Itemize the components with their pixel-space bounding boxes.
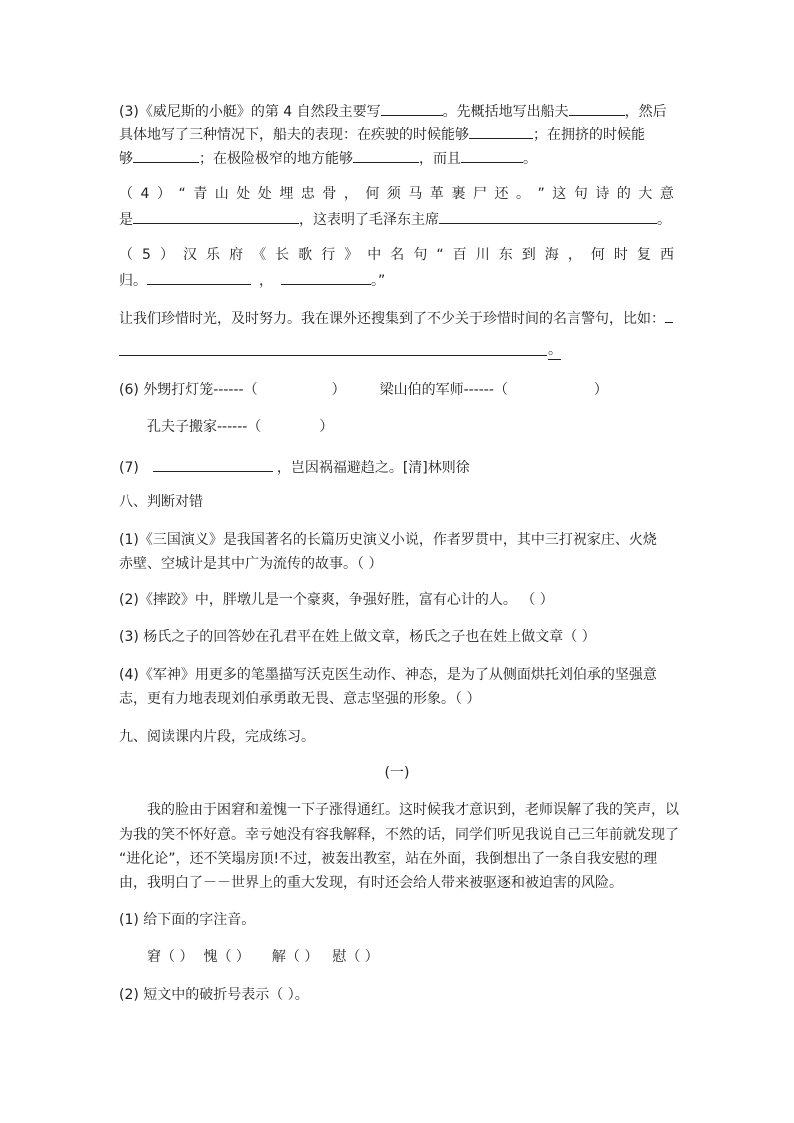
q4-char: 革	[429, 186, 444, 202]
q4-char: 句	[573, 186, 588, 202]
paren: ）	[331, 382, 346, 398]
passage-line-1: 我的脸由于困窘和羞愧一下子涨得通红。这时候我才意识到，老师误解了我的笑声，以	[147, 802, 679, 818]
answer-blank[interactable]	[147, 269, 251, 285]
answer-blank[interactable]	[133, 208, 299, 224]
q5-char: 川	[475, 247, 490, 263]
q4-char: 4	[140, 186, 150, 202]
q5-char: ）	[159, 247, 174, 263]
riddle-2: 梁山伯的军师------（	[379, 382, 508, 398]
q5-text: 归。	[119, 273, 147, 289]
q3-line-3	[119, 147, 537, 169]
answer-blank[interactable]	[665, 307, 673, 323]
answer-blank[interactable]	[153, 456, 273, 472]
q4-char: 大	[638, 186, 653, 202]
q3-text: 够	[119, 151, 133, 167]
section-9-heading: 九、阅读课内片段，完成练习。	[119, 729, 315, 745]
q3-text: ；在拥挤的时候能	[533, 127, 645, 143]
answer-line-tail	[548, 359, 561, 360]
s8-item-4-line-2: 志，更有力地表现刘伯承勇敢无畏、意志坚强的形象。（ ）	[119, 691, 481, 707]
answer-blank[interactable]	[569, 100, 625, 116]
q5-char: 乐	[206, 247, 221, 263]
q7-line	[119, 456, 470, 478]
mingyan-prompt	[119, 307, 673, 329]
q4-char: 。	[515, 186, 530, 202]
q7-text: ，岂因祸福避趋之。[清]林则徐	[276, 460, 470, 476]
q5-char: 中	[367, 247, 382, 263]
pinyin-char: 窘	[147, 949, 161, 965]
answer-blank[interactable]	[439, 208, 657, 224]
q4-char: 的	[616, 186, 631, 202]
q5-char: 句	[413, 247, 428, 263]
s8-item-3: (3) 杨氏之子的回答妙在孔君平在姓上做文章，杨氏之子也在姓上做文章（ ）	[119, 629, 596, 645]
q4-line-2	[119, 208, 671, 230]
q5-text: ，	[259, 273, 273, 289]
section-8-heading: 八、判断对错	[119, 494, 203, 510]
passage-subtitle: (一)	[384, 765, 410, 781]
q4-char: ）	[156, 186, 171, 202]
q5-char: 府	[229, 247, 244, 263]
answer-blank[interactable]	[281, 269, 371, 285]
q5-line-2	[119, 269, 385, 291]
period: 。	[548, 342, 562, 358]
s8-item-2: (2)《摔跤》中，胖墩儿是一个豪爽，争强好胜，富有心计的人。 （ ）	[119, 592, 554, 608]
pinyin-blank: （ ）	[285, 949, 319, 965]
s8-item-1-line-2: 赤壁、空城计是其中广为流传的故事。（ ）	[119, 556, 383, 572]
s9-question-2: (2) 短文中的破折号表示（ ）。	[119, 987, 309, 1003]
answer-blank[interactable]	[353, 147, 419, 163]
q3-text: 。	[523, 151, 537, 167]
pinyin-item[interactable]	[147, 949, 193, 965]
q3-line-1	[119, 100, 667, 122]
pinyin-item[interactable]	[272, 949, 318, 965]
riddle-3: 孔夫子搬家------（	[147, 419, 262, 435]
q3-text: ；在极险极窄的地方能够	[199, 151, 353, 167]
s8-item-4-line-1: (4)《军神》用更多的笔墨描写沃克医生动作、神态，是为了从侧面烘托刘伯承的坚强意	[119, 667, 657, 683]
q4-char: 骨	[322, 186, 337, 202]
s8-item-1-line-1: (1)《三国演义》是我国著名的长篇历史演义小说，作者罗贯中，其中三打祝家庄、火烧	[119, 532, 657, 548]
q4-char: 处	[257, 186, 272, 202]
q4-line-1	[119, 184, 674, 204]
q5-char: “	[436, 247, 444, 263]
q3-text: 具体地写了三种情况下，船夫的表现：在疾驶的时候能够	[119, 127, 469, 143]
q5-char: 到	[521, 247, 536, 263]
q5-char: 行	[321, 247, 336, 263]
q4-char: 须	[386, 186, 401, 202]
mingyan-end	[548, 340, 562, 360]
paren: ）	[319, 419, 334, 435]
q5-char: ，	[567, 247, 582, 263]
q5-char: 》	[344, 247, 359, 263]
q4-char: 尸	[472, 186, 487, 202]
answer-blank[interactable]	[381, 100, 443, 116]
q5-char: 复	[636, 247, 651, 263]
passage-line-2: 为我的笑不怀好意。幸亏她没有容我解释，不然的话，同学们听见我说自己三年前就发现了	[119, 827, 679, 843]
answer-blank[interactable]	[461, 147, 523, 163]
q4-char: 诗	[595, 186, 610, 202]
q5-char: （	[119, 247, 133, 263]
q5-char: 长	[275, 247, 290, 263]
answer-blank[interactable]	[133, 147, 199, 163]
pinyin-char: 解	[271, 949, 286, 965]
q4-char: 青	[193, 186, 208, 202]
q4-char: 何	[365, 186, 380, 202]
pinyin-blank: （ ）	[161, 949, 194, 965]
q4-text: 。	[657, 212, 671, 228]
q4-text: ，这表明了毛泽东主席	[299, 212, 439, 228]
riddle-1: (6) 外甥打灯笼------（	[119, 382, 258, 398]
q4-char: ，	[343, 186, 358, 202]
pinyin-item[interactable]	[332, 949, 378, 965]
q4-char: 忠	[300, 186, 315, 202]
q4-char: （	[119, 186, 133, 202]
q4-char: “	[178, 186, 186, 202]
passage-line-4: 由，我明白了－－世界上的重大发现，有时还会给人带来被驱逐和被迫害的风险。	[119, 875, 623, 891]
pinyin-char: 慰	[332, 949, 347, 965]
q3-text: 。先概括地写出船夫	[442, 104, 569, 120]
q5-line-1	[119, 245, 674, 265]
q4-char: ”	[537, 186, 545, 202]
pinyin-char: 愧	[203, 949, 218, 965]
q5-char: 何	[590, 247, 605, 263]
q5-text: 。”	[371, 273, 386, 289]
q5-char: 西	[659, 247, 674, 263]
q4-char: 处	[236, 186, 251, 202]
q5-char: 《	[252, 247, 267, 263]
pinyin-blank: （ ）	[346, 949, 379, 965]
s9-question-1: (1) 给下面的字注音。	[119, 912, 256, 928]
q3-line-2	[119, 123, 645, 145]
q4-char: 马	[408, 186, 423, 202]
q3-text: ，然后	[624, 104, 667, 120]
q5-char: 汉	[183, 247, 198, 263]
answer-line[interactable]	[119, 355, 547, 356]
passage-line-3: “进化论”，还不笑塌房顶!不过，被轰出教室，站在外面，我倒想出了一条自我安慰的理	[119, 851, 658, 867]
q4-char: 埋	[279, 186, 294, 202]
q5-char: 东	[498, 247, 513, 263]
q5-char: 名	[390, 247, 405, 263]
q5-char: 百	[452, 247, 467, 263]
q5-char: 时	[613, 247, 628, 263]
q3-text: ，而且	[419, 151, 461, 167]
q4-char: 还	[494, 186, 509, 202]
q4-char: 这	[552, 186, 567, 202]
q5-char: 歌	[298, 247, 313, 263]
q4-text: 是	[119, 212, 133, 228]
q6-line-2	[147, 417, 333, 437]
paren: ）	[593, 382, 608, 398]
pinyin-item[interactable]	[203, 949, 249, 965]
q6-line-1	[119, 380, 608, 400]
q7-label: (7)	[119, 460, 139, 476]
pinyin-blank: （ ）	[217, 949, 250, 965]
q3-text: (3)《威尼斯的小艇》的第 4 自然段主要写	[119, 104, 381, 120]
q5-char: 5	[142, 247, 151, 263]
answer-blank[interactable]	[469, 123, 533, 139]
q4-char: 裹	[451, 186, 466, 202]
q4-char: 山	[214, 186, 229, 202]
pinyin-row	[147, 947, 379, 967]
q5-char: 海	[544, 247, 559, 263]
mingyan-text: 让我们珍惜时光，及时努力。我在课外还搜集到了不少关于珍惜时间的名言警句，比如：	[119, 311, 665, 327]
q4-char: 意	[659, 186, 674, 202]
